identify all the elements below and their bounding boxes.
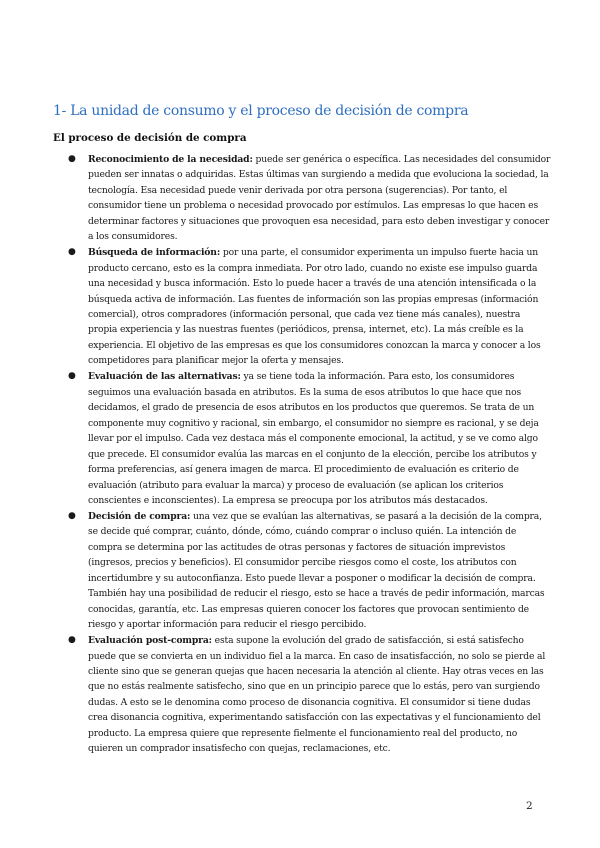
list-item [68,509,552,633]
list-item [68,245,552,369]
item-text: por una parte, el consumidor experimenta un impulso fuerte hacia un producto cercano, esto es la compra inmediata. Por otro lado, cuando no existe ese impulso guarda una necesidad y busca información. Esto lo puede hacer a través de una atención intensificada o la búsqueda activa de información. Las fuentes de información son las propias empresas (información comercial), otros compradores (información personal, que cada vez tiene más canales), nuestra propia experiencia y las nuestras fuentes (periódicos, prensa, internet, etc). La más creíble es la experiencia. El objetivo de las empresas es que los consumidores conozcan la marca y conocer a los competidores para planificar mejor la oferta y mensajes. [88,247,541,367]
item-term: Búsqueda de información: [88,247,221,259]
item-text: una vez que se evalúan las alternativas, se pasará a la decisión de la compra, se decide qué comprar, cuánto, dónde, cómo, cuándo comprar o incluso quién. La intención de compra se determina por las actitudes de otras personas y factores de situación imprevistos (ingresos, precios y beneficios). El consumidor percibe riesgos como el coste, los atributos con incertidumbre y su autoconfianza. Esto puede llevar a posponer o modificar la decisión de compra. También hay una posibilidad de reducir el riesgo, esto se hace a través de pedir información, marcas conocidas, garantía, etc. Las empresas quieren conocer los factores que provocan sentimiento de riesgo y aportar información para reducir el riesgo percibido. [88,510,545,631]
bullet-icon: ● [68,154,76,164]
bullet-icon: ● [68,635,76,646]
item-term: Decisión de compra: [88,510,191,522]
section-title: 1- La unidad de consumo y el proceso de decisión de compra [53,103,469,119]
list-item [68,152,552,245]
item-text: ya se tiene toda la información. Para esto, los consumidores seguimos una evaluación basada en atributos. Es la suma de esos atributos lo que hace que nos decidamos, el grado de presencia de esos atributos en los productos que queremos. Se trata de un componente muy cognitivo y racional, sin embargo, el consumidor no siempre es racional, y se deja llevar por el impulso. Cada vez destaca más el componente emocional, la actitud, y se ve como algo que precede. El consumidor evalúa las marcas en el conjunto de la elección, percibe los atributos y forma preferencias, así genera imagen de marca. El procedimiento de evaluación es criterio de evaluación (atributo para evaluar la marca) y proceso de evaluación (se aplican los criterios conscientes e inconscientes). La empresa se preocupa por los atributos más destacados. [88,371,539,506]
bullet-icon: ● [68,371,76,382]
list-item [68,633,552,757]
item-term: Reconocimiento de la necesidad: [88,154,253,165]
item-term: Evaluación de las alternativas: [88,371,241,383]
bullet-list [68,152,552,757]
page-number: 2 [526,800,533,812]
list-item [68,369,552,508]
subsection-title: El proceso de decisión de compra [53,132,247,144]
bullet-icon: ● [68,510,76,521]
item-text: puede ser genérica o específica. Las necesidades del consumidor pueden ser innatas o adquiridas. Estas últimas van surgiendo a medida que evoluciona la sociedad, la tecnología. Esa necesidad puede venir derivada por otra persona (sugerencias). Por tanto, el consumidor tiene un problema o necesidad provocado por estímulos. Las empresas lo que hacen es determinar factores y situaciones que provoquen esa necesidad, para esto deben investigar y conocer a los consumidores. [88,154,551,243]
item-term: Evaluación post-compra: [88,635,212,647]
bullet-icon: ● [68,247,76,258]
item-text: esta supone la evolución del grado de satisfacción, si está satisfecho puede que se convierta en un individuo fiel a la marca. En caso de insatisfacción, no solo se pierde al cliente sino que se generan quejas que hacen necesaria la atención al cliente. Hay otras veces en las que no estás realmente satisfecho, sino que en un principio parece que lo estás, pero van surgiendo dudas. A esto se le denomina como proceso de disonancia cognitiva. El consumidor si tiene dudas crea disonancia cognitiva, experimentando satisfacción con las expectativas y el funcionamiento del producto. La empresa quiere que represente fielmente el funcionamiento real del producto, no quieren un comprador insatisfecho con quejas, reclamaciones, etc. [88,635,546,755]
